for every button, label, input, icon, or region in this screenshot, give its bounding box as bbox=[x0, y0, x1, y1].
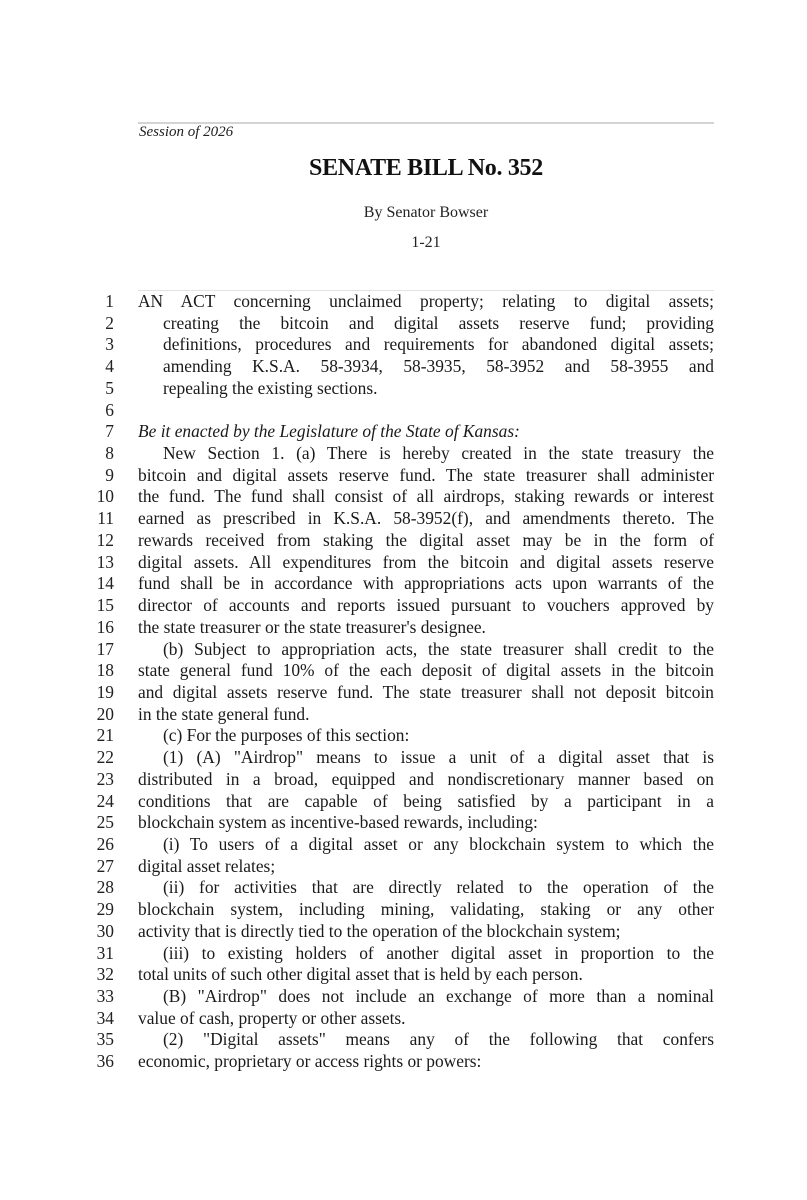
text-line bbox=[0, 465, 807, 487]
line-text: (ii) for activities that are directly related to the operation of the bbox=[163, 877, 714, 898]
text-line bbox=[0, 791, 807, 813]
text-line bbox=[0, 812, 807, 834]
line-number: 6 bbox=[105, 399, 114, 420]
text-line bbox=[0, 617, 807, 639]
line-number: 18 bbox=[96, 660, 114, 681]
line-number: 35 bbox=[96, 1029, 114, 1050]
text-line bbox=[0, 769, 807, 791]
text-line bbox=[0, 356, 807, 378]
line-number: 9 bbox=[105, 464, 114, 485]
text-line bbox=[0, 856, 807, 878]
text-line bbox=[0, 1029, 807, 1051]
introduction-date: 1-21 bbox=[411, 234, 441, 251]
text-line bbox=[0, 1008, 807, 1030]
text-line bbox=[0, 834, 807, 856]
line-text: and digital assets reserve fund. The state treasurer shall not deposit bitcoin bbox=[138, 681, 714, 702]
line-text: repealing the existing sections. bbox=[163, 377, 378, 398]
line-number: 3 bbox=[105, 334, 114, 355]
line-text: creating the bitcoin and digital assets reserve fund; providing bbox=[163, 312, 714, 333]
text-line bbox=[0, 334, 807, 356]
text-line bbox=[0, 986, 807, 1008]
text-line bbox=[0, 313, 807, 335]
line-text: amending K.S.A. 58-3934, 58-3935, 58-3952 and 58-3955 and bbox=[163, 356, 714, 377]
line-number: 10 bbox=[96, 486, 114, 507]
line-number: 34 bbox=[96, 1007, 114, 1028]
line-number: 33 bbox=[96, 986, 114, 1006]
line-number: 11 bbox=[97, 508, 114, 529]
line-number: 22 bbox=[96, 747, 114, 768]
line-text: distributed in a broad, equipped and nondiscretionary manner based on bbox=[138, 768, 714, 789]
line-number: 29 bbox=[96, 899, 114, 920]
enacting-clause: Be it enacted by the Legislature of the State of Kansas: bbox=[138, 421, 520, 442]
text-line bbox=[0, 378, 807, 400]
text-line bbox=[0, 486, 807, 508]
line-text: (i) To users of a digital asset or any blockchain system to which the bbox=[163, 833, 714, 854]
line-text: (b) Subject to appropriation acts, the state treasurer shall credit to the bbox=[163, 638, 714, 659]
sponsor-line: By Senator Bowser bbox=[363, 204, 489, 221]
text-line bbox=[0, 552, 807, 574]
line-text: (2) "Digital assets" means any of the following that confers bbox=[163, 1029, 714, 1050]
line-number: 13 bbox=[96, 551, 114, 572]
line-text: (B) "Airdrop" does not include an exchange of more than a nominal bbox=[163, 986, 714, 1006]
text-line bbox=[0, 508, 807, 530]
line-text: blockchain system, including mining, validating, staking or any other bbox=[138, 899, 714, 920]
line-number: 28 bbox=[96, 877, 114, 898]
line-text: digital assets. All expenditures from the bitcoin and digital assets reserve bbox=[138, 551, 714, 572]
text-line bbox=[0, 747, 807, 769]
text-line bbox=[0, 943, 807, 965]
text-line bbox=[0, 921, 807, 943]
line-number: 2 bbox=[105, 312, 114, 333]
text-line bbox=[0, 964, 807, 986]
line-text: earned as prescribed in K.S.A. 58-3952(f), and amendments thereto. The bbox=[138, 508, 714, 529]
line-text: state general fund 10% of the each deposit of digital assets in the bitcoin bbox=[138, 660, 714, 681]
line-number: 26 bbox=[96, 833, 114, 854]
line-number: 30 bbox=[96, 920, 114, 941]
text-line bbox=[0, 291, 807, 313]
line-text: bitcoin and digital assets reserve fund. The state treasurer shall administer bbox=[138, 464, 714, 485]
text-line bbox=[0, 1051, 807, 1073]
line-number: 4 bbox=[105, 356, 114, 377]
text-line bbox=[0, 595, 807, 617]
text-line bbox=[0, 877, 807, 899]
text-line bbox=[0, 400, 807, 422]
line-text: economic, proprietary or access rights or powers: bbox=[138, 1051, 482, 1072]
text-line bbox=[0, 899, 807, 921]
line-number: 8 bbox=[105, 443, 114, 464]
line-text: director of accounts and reports issued pursuant to vouchers approved by bbox=[138, 595, 714, 616]
line-text: definitions, procedures and requirements for abandoned digital assets; bbox=[163, 334, 714, 355]
line-text: conditions that are capable of being satisfied by a participant in a bbox=[138, 790, 714, 811]
line-text: AN ACT concerning unclaimed property; relating to digital assets; bbox=[138, 291, 714, 311]
bill-text bbox=[0, 291, 807, 1073]
text-line bbox=[0, 704, 807, 726]
line-number: 21 bbox=[96, 725, 114, 746]
session-label: Session of 2026 bbox=[139, 124, 234, 140]
line-number: 24 bbox=[96, 790, 114, 811]
text-line bbox=[0, 530, 807, 552]
line-text: activity that is directly tied to the operation of the blockchain system; bbox=[138, 920, 621, 941]
line-text: the state treasurer or the state treasurer's designee. bbox=[138, 616, 486, 637]
line-text: fund shall be in accordance with appropriations acts upon warrants of the bbox=[138, 573, 714, 594]
line-text: rewards received from staking the digital asset may be in the form of bbox=[138, 529, 714, 550]
line-number: 20 bbox=[96, 703, 114, 724]
text-line bbox=[0, 421, 807, 443]
line-number: 32 bbox=[96, 964, 114, 985]
line-text: (1) (A) "Airdrop" means to issue a unit of a digital asset that is bbox=[163, 747, 714, 768]
bill-title: SENATE BILL No. 352 bbox=[309, 155, 543, 181]
line-number: 16 bbox=[96, 616, 114, 637]
line-text: in the state general fund. bbox=[138, 703, 310, 724]
text-line bbox=[0, 682, 807, 704]
line-text: value of cash, property or other assets. bbox=[138, 1007, 406, 1028]
line-number: 1 bbox=[105, 291, 114, 311]
line-number: 27 bbox=[96, 855, 114, 876]
line-number: 31 bbox=[96, 942, 114, 963]
line-number: 36 bbox=[96, 1051, 114, 1072]
line-text: the fund. The fund shall consist of all airdrops, staking rewards or interest bbox=[138, 486, 714, 507]
text-line bbox=[0, 725, 807, 747]
line-text: (iii) to existing holders of another digital asset in proportion to the bbox=[163, 942, 714, 963]
line-text: (c) For the purposes of this section: bbox=[163, 725, 410, 746]
line-text: New Section 1. (a) There is hereby created in the state treasury the bbox=[163, 443, 714, 464]
line-text: total units of such other digital asset that is held by each person. bbox=[138, 964, 583, 985]
line-text: digital asset relates; bbox=[138, 855, 276, 876]
text-line bbox=[0, 639, 807, 661]
line-number: 17 bbox=[96, 638, 114, 659]
line-text: blockchain system as incentive-based rewards, including: bbox=[138, 812, 538, 833]
line-number: 5 bbox=[105, 377, 114, 398]
text-line bbox=[0, 660, 807, 682]
line-number: 7 bbox=[105, 421, 114, 442]
line-number: 19 bbox=[96, 681, 114, 702]
line-number: 12 bbox=[96, 529, 114, 550]
line-number: 14 bbox=[96, 573, 114, 594]
line-number: 23 bbox=[96, 768, 114, 789]
line-number: 15 bbox=[96, 595, 114, 616]
text-line bbox=[0, 573, 807, 595]
text-line bbox=[0, 443, 807, 465]
line-number: 25 bbox=[96, 812, 114, 833]
